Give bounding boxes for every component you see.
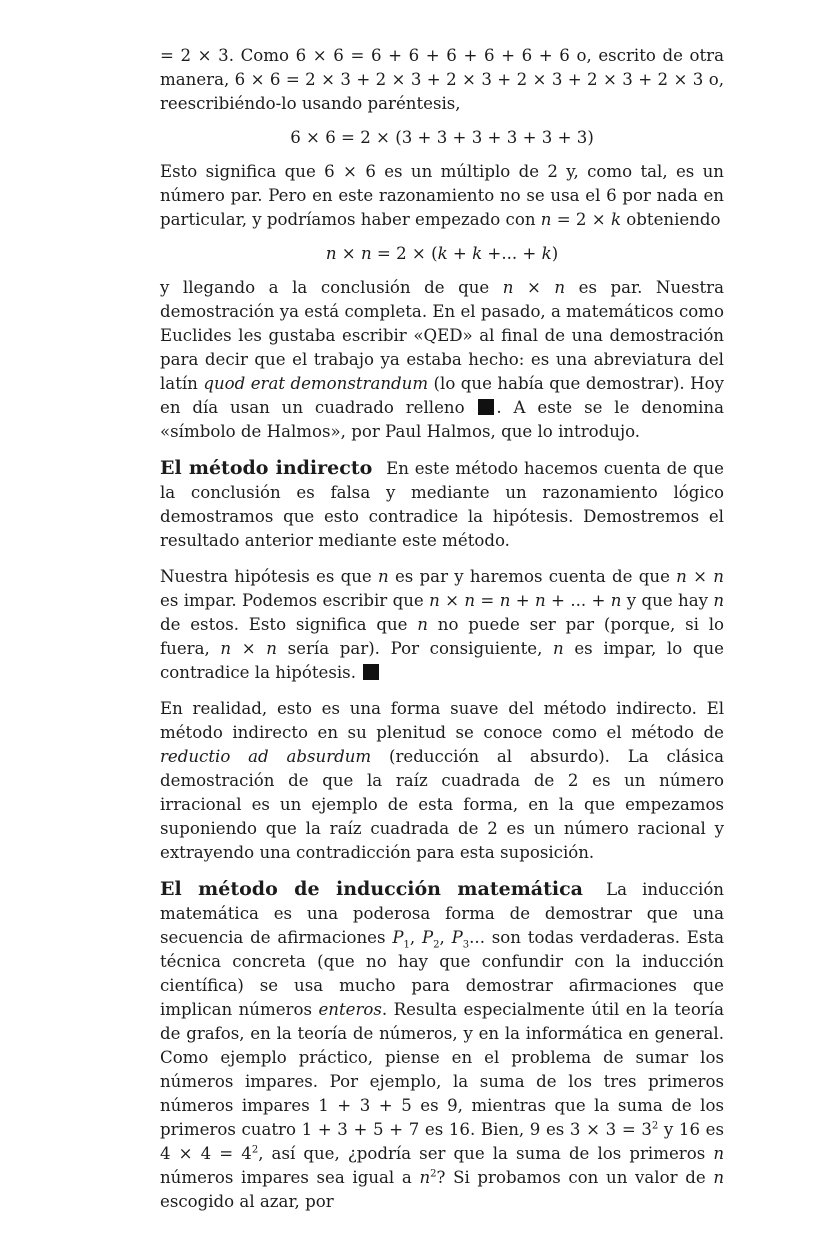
section-heading-induction: El método de inducción matemática <box>160 878 583 900</box>
section-indirect-method: El método indirecto En este método hacemos cuenta de que la conclusión es falsa y mediante un razonamiento lógico demostramos que esto contradice la hipótesis. Demostremos el resultado anterior mediante este método. <box>160 457 724 550</box>
section-induction-method: El método de inducción matemática La inducción matemática es una poderosa forma de demostrar que una secuencia de afirmaciones $P_1$, $P_2$, $P_3$... son todas verdaderas. Esta técnica concreta (que no hay que confundir con la inducción científica) se usa mucho para demostrar afirmaciones que implican números enteros. Resulta especialmente útil en la teoría de grafos, en la teoría de números, y en la informática en general. Como ejemplo práctico, piense en el problema de sumar los números impares. Por ejemplo, la suma de los tres primeros números impares 1 + 3 + 5 es 9, mientras que la suma de los primeros cuatro 1 + 3 + 5 + 7 es 16. Bien, 9 es $3 \times 3 = 3^2$ y 16 es $4 \times 4 = 4^2$, así que, ¿podría ser que la suma de los primeros n números impares sea igual a $n^2$? Si probamos con un valor de n escogido al azar, por <box>160 878 724 1211</box>
equation-2: n × n = 2 × (k + k +... + k) <box>325 244 559 263</box>
halmos-symbol-icon <box>363 664 379 680</box>
equation-1: 6 × 6 = 2 × (3 + 3 + 3 + 3 + 3 + 3) <box>290 128 594 147</box>
section-heading-indirect: El método indirecto <box>160 457 373 479</box>
page-content <box>160 44 724 1214</box>
paragraph-1: = 2 × 3. Como 6 × 6 = 6 + 6 + 6 + 6 + 6 + 6 o, escrito de otra manera, 6 × 6 = 2 × 3 + 2 × 3 + 2 × 3 + 2 × 3 + 2 × 3 + 2 × 3 o, reescribiéndo-lo usando paréntesis, <box>160 46 724 113</box>
halmos-symbol-icon <box>478 399 494 415</box>
paragraph-2: Esto significa que 6 × 6 es un múltiplo de 2 y, como tal, es un número par. Pero en este razonamiento no se usa el 6 por nada en particular, y podríamos haber empezado con n = 2 × k obteniendo <box>160 162 724 229</box>
paragraph-4: Nuestra hipótesis es que n es par y haremos cuenta de que n × n es impar. Podemos escribir que n × n = n + n + ... + n y que hay n de estos. Esto significa que n no puede ser par (porque, si lo fuera, n × n sería par). Por consiguiente, n es impar, lo que contradice la hipótesis. <box>160 567 725 682</box>
paragraph-3: y llegando a la conclusión de que n × n es par. Nuestra demostración ya está completa. En el pasado, a matemáticos como Euclides les gustaba escribir «QED» al final de una demostración para decir que el trabajo ya estaba hecho: es una abreviatura del latín quod erat demonstrandum (lo que había que demostrar). Hoy en día usan un cuadrado relleno . A este se le denomina «símbolo de Halmos», por Paul Halmos, que lo introdujo. <box>160 278 724 441</box>
paragraph-5: En realidad, esto es una forma suave del método indirecto. El método indirecto en su plenitud se conoce como el método de reductio ad absurdum (reducción al absurdo). La clásica demostración de que la raíz cuadrada de 2 es un número irracional es un ejemplo de esta forma, en la que empezamos suponiendo que la raíz cuadrada de 2 es un número racional y extrayendo una contradicción para esta suposición. <box>160 699 724 862</box>
